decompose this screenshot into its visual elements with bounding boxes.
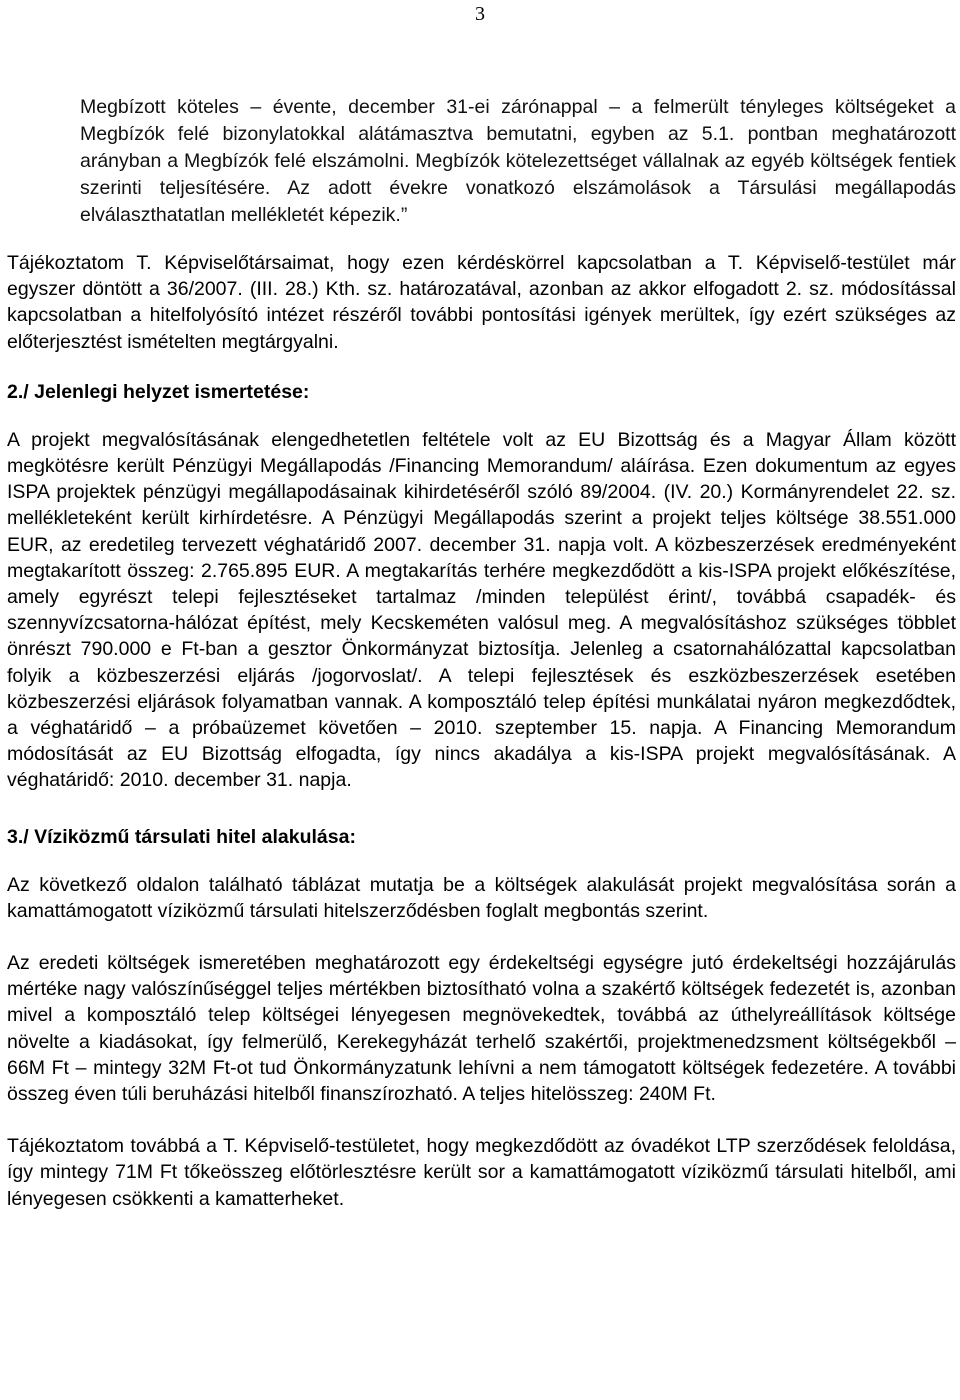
section-2-heading: 2./ Jelenlegi helyzet ismertetése: xyxy=(7,380,310,403)
page-number: 3 xyxy=(475,3,485,25)
section-3-heading: 3./ Víziközmű társulati hitel alakulása: xyxy=(7,825,356,848)
document-body xyxy=(7,94,956,1212)
section-2-paragraph: A projekt megvalósításának elengedhetetlen feltétele volt az EU Bizottság és a Magyar Állam között megkötésre került Pénzügyi Megállapodás /Financing Memorandum/ aláírása. Ezen dokumentum az egyes ISPA projektek pénzügyi megállapodásainak kihirdetéséről szóló 89/2004. (IV. 20.) Kormányrendelet 22. sz. mellékleteként került kirhírdetésre. A Pénzügyi Megállapodás szerint a projekt teljes költsége 38.551.000 EUR, az eredetileg tervezett véghatáridő 2007. december 31. napja volt. A közbeszerzések eredményeként megtakarított összeg: 2.765.895 EUR. A megtakarítás terhére megkezdődött a kis-ISPA projekt előkészítése, amely egyrészt telepi fejlesztéseket tartalmaz /minden települést érint/, továbbá csapadék- és szennyvízcsatorna-hálózat építést, mely Kecskeméten valósul meg. A megvalósításhoz szükséges többlet önrészt 790.000 e Ft-ban a gesztor Önkormányzat biztosítja. Jelenleg a csatornahálózattal kapcsolatban folyik a közbeszerzési eljárás /jogorvoslat/. A telepi fejlesztések és eszközbeszerzések esetében közbeszerzési eljárások folyamatban vannak. A komposztáló telep építési munkálatai nyáron megkezdődtek, a véghatáridő – a próbaüzemet követően – 2010. szeptember 15. napja. A Financing Memorandum módosítását az EU Bizottság elfogadta, így nincs akadálya a kis-ISPA projekt megvalósításának. A véghatáridő: 2010. december 31. napja. xyxy=(7,428,956,792)
info-paragraph: Tájékoztatom T. Képviselőtársaimat, hogy ezen kérdéskörrel kapcsolatban a T. Képviselő-testület már egyszer döntött a 36/2007. (III. 28.) Kth. sz. határozatával, azonban az akkor elfogadott 2. sz. módosítással kapcsolatban a hitelfolyósító intézet részéről további pontosítási igények merültek, így ezért szükséges az előterjesztést ismételten megtárgyalni. xyxy=(7,252,956,353)
section-3-paragraph-3: Tájékoztatom továbbá a T. Képviselő-testületet, hogy megkezdődött az óvadékot LTP szerződések feloldása, így mintegy 71M Ft tőkeösszeg előtörlesztésre került sor a kamattámogatott víziközmű társulati hitelből, ami lényegesen csökkenti a kamatterheket. xyxy=(7,1135,956,1210)
quoted-agreement-paragraph: Megbízott köteles – évente, december 31-ei zárónappal – a felmerült tényleges költségeket a Megbízók felé bizonylatokkal alátámasztva bemutatni, egyben az 5.1. pontban meghatározott arányban a Megbízók felé elszámolni. Megbízók kötelezettséget vállalnak az egyéb költségek fentiek szerinti teljesítésére. Az adott évekre vonatkozó elszámolások a Társulási megállapodás elválaszthatatlan mellékletét képezik.” xyxy=(80,96,956,226)
section-3-paragraph-1: Az következő oldalon található táblázat mutatja be a költségek alakulását projekt megvalósítása során a kamattámogatott víziközmű társulati hitelszerződésben foglalt megbontás szerint. xyxy=(7,873,956,922)
section-3-paragraph-2: Az eredeti költségek ismeretében meghatározott egy érdekeltségi egységre jutó érdekeltségi hozzájárulás mértéke nagy valószínűséggel teljes mértékben biztosítható volna a szakértő költségek fedezetét is, azonban mivel a komposztáló telep költségei lényegesen megnövekedtek, továbbá az úthelyreállítások költsége növelte a kiadásokat, így felmerülő, Kerekegyházát terhelő szakértői, projektmenedzsment költségekből – 66M Ft – mintegy 32M Ft-ot tud Önkormányzatunk lehívni a nem támogatott költségek fedezetére. A további összeg éven túli beruházási hitelből finanszírozható. A teljes hitelösszeg: 240M Ft. xyxy=(7,952,956,1106)
